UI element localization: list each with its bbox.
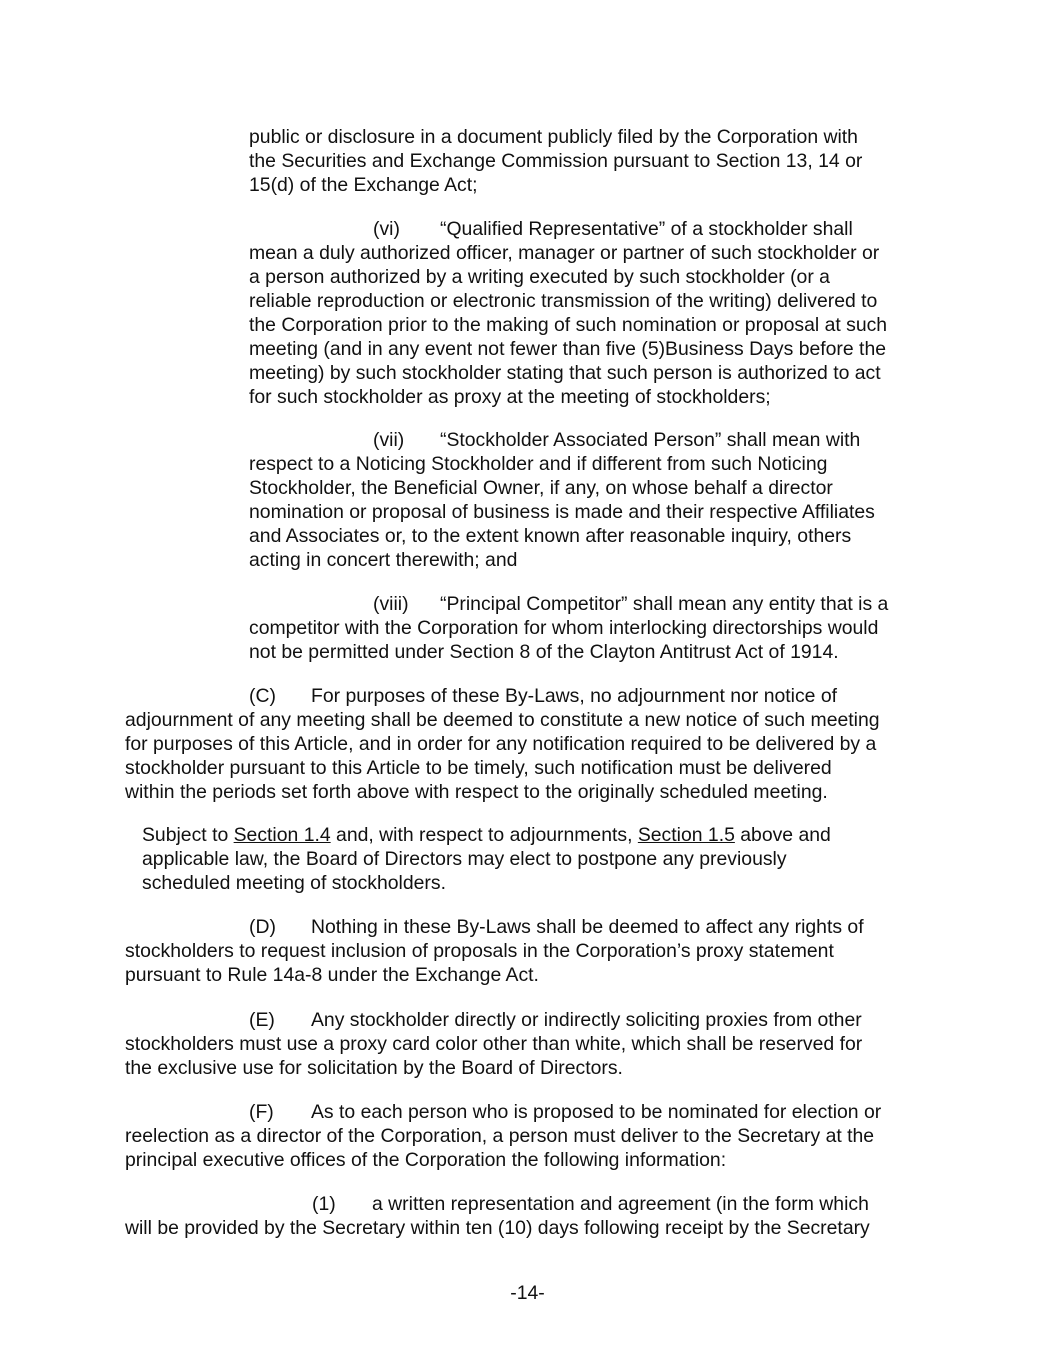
paragraph-first-line: “Stockholder Associated Person” shall mean with	[440, 429, 861, 451]
text-line: stockholders must use a proxy card color other than white, which shall be reserved for	[125, 1033, 863, 1055]
paragraph-number: (vi)	[373, 218, 400, 240]
text-line: applicable law, the Board of Directors may elect to postpone any previously	[142, 848, 787, 870]
paragraph-e	[125, 1008, 862, 1080]
paragraph-1	[125, 1192, 870, 1240]
text-line: stockholders to request inclusion of proposals in the Corporation’s proxy statement	[125, 940, 834, 962]
paragraph-postpone	[142, 823, 831, 895]
section-reference-link: Section 1.4	[233, 824, 331, 846]
text-line: within the periods set forth above with respect to the originally scheduled meeting.	[125, 781, 828, 803]
text-line: Stockholder, the Beneficial Owner, if any, on whose behalf a director	[249, 477, 833, 499]
text-line: 15(d) of the Exchange Act;	[249, 174, 478, 196]
text-line: a person authorized by a writing executed by such stockholder (or a	[249, 266, 830, 288]
paragraph-first-line: a written representation and agreement (in the form which	[372, 1193, 869, 1215]
text-line	[125, 1192, 870, 1216]
text-line	[249, 592, 888, 616]
text-line: the Corporation prior to the making of such nomination or proposal at such	[249, 314, 888, 336]
text-fragment: above and	[734, 824, 831, 846]
paragraph-first-line: “Principal Competitor” shall mean any entity that is a	[440, 593, 889, 615]
paragraph-number: (1)	[312, 1193, 336, 1215]
text-line: adjournment of any meeting shall be deemed to constitute a new notice of such meeting	[125, 709, 880, 731]
paragraph-number: (E)	[249, 1009, 275, 1031]
text-line: reliable reproduction or electronic transmission of the writing) delivered to	[249, 290, 878, 312]
paragraph-first-line: Any stockholder directly or indirectly soliciting proxies from other	[311, 1009, 862, 1031]
text-fragment: Subject to	[142, 824, 234, 846]
text-line: acting in concert therewith; and	[249, 549, 518, 571]
text-line	[125, 684, 880, 708]
paragraph-vi	[249, 217, 887, 409]
text-line: and Associates or, to the extent known after reasonable inquiry, others	[249, 525, 852, 547]
text-line: principal executive offices of the Corporation the following information:	[125, 1149, 727, 1171]
paragraph-first-line: “Qualified Representative” of a stockholder shall	[440, 218, 853, 240]
text-line	[125, 1100, 881, 1124]
paragraph-number: (D)	[249, 916, 276, 938]
text-line	[125, 915, 864, 939]
text-line: nomination or proposal of business is made and their respective Affiliates	[249, 501, 875, 523]
paragraph-f	[125, 1100, 881, 1172]
paragraph-number: (C)	[249, 685, 276, 707]
text-line: mean a duly authorized officer, manager or partner of such stockholder or	[249, 242, 880, 264]
paragraph-d	[125, 915, 864, 987]
text-line: for such stockholder as proxy at the meeting of stockholders;	[249, 386, 771, 408]
text-line	[249, 428, 875, 452]
text-line: reelection as a director of the Corporation, a person must deliver to the Secretary at the	[125, 1125, 875, 1147]
text-line: scheduled meeting of stockholders.	[142, 872, 446, 894]
text-line: the exclusive use for solicitation by the Board of Directors.	[125, 1057, 623, 1079]
text-line: will be provided by the Secretary within ten (10) days following receipt by the Secretary	[125, 1217, 870, 1239]
text-line	[125, 1008, 862, 1032]
page-number: -14-	[510, 1282, 545, 1304]
text-line: pursuant to Rule 14a-8 under the Exchange Act.	[125, 964, 539, 986]
text-line: competitor with the Corporation for whom interlocking directorships would	[249, 617, 879, 639]
text-line: for purposes of this Article, and in order for any notification required to be delivered by a	[125, 733, 877, 755]
text-line: respect to a Noticing Stockholder and if different from such Noticing	[249, 453, 828, 475]
text-line: not be permitted under Section 8 of the Clayton Antitrust Act of 1914.	[249, 641, 839, 663]
text-line	[249, 217, 887, 241]
paragraph-first-line: Nothing in these By-Laws shall be deemed to affect any rights of	[311, 916, 864, 938]
text-line	[142, 823, 831, 847]
text-line: meeting) by such stockholder stating that such person is authorized to act	[249, 362, 881, 384]
paragraph-vii	[249, 428, 875, 572]
text-line: stockholder pursuant to this Article to be timely, such notification must be delivered	[125, 757, 832, 779]
text-line: the Securities and Exchange Commission pursuant to Section 13, 14 or	[249, 150, 863, 172]
text-line: public or disclosure in a document publicly filed by the Corporation with	[249, 126, 858, 148]
paragraph-v-continuation	[249, 125, 862, 197]
paragraph-c	[125, 684, 880, 804]
paragraph-number: (F)	[249, 1101, 274, 1123]
text-line: meeting (and in any event not fewer than five (5)Business Days before the	[249, 338, 887, 360]
section-reference-link: Section 1.5	[637, 824, 735, 846]
text-fragment: and, with respect to adjournments,	[330, 824, 638, 846]
paragraph-number: (viii)	[373, 593, 409, 615]
paragraph-number: (vii)	[373, 429, 405, 451]
paragraph-first-line: For purposes of these By-Laws, no adjournment nor notice of	[311, 685, 837, 707]
paragraph-first-line: As to each person who is proposed to be nominated for election or	[311, 1101, 882, 1123]
paragraph-viii	[249, 592, 888, 664]
